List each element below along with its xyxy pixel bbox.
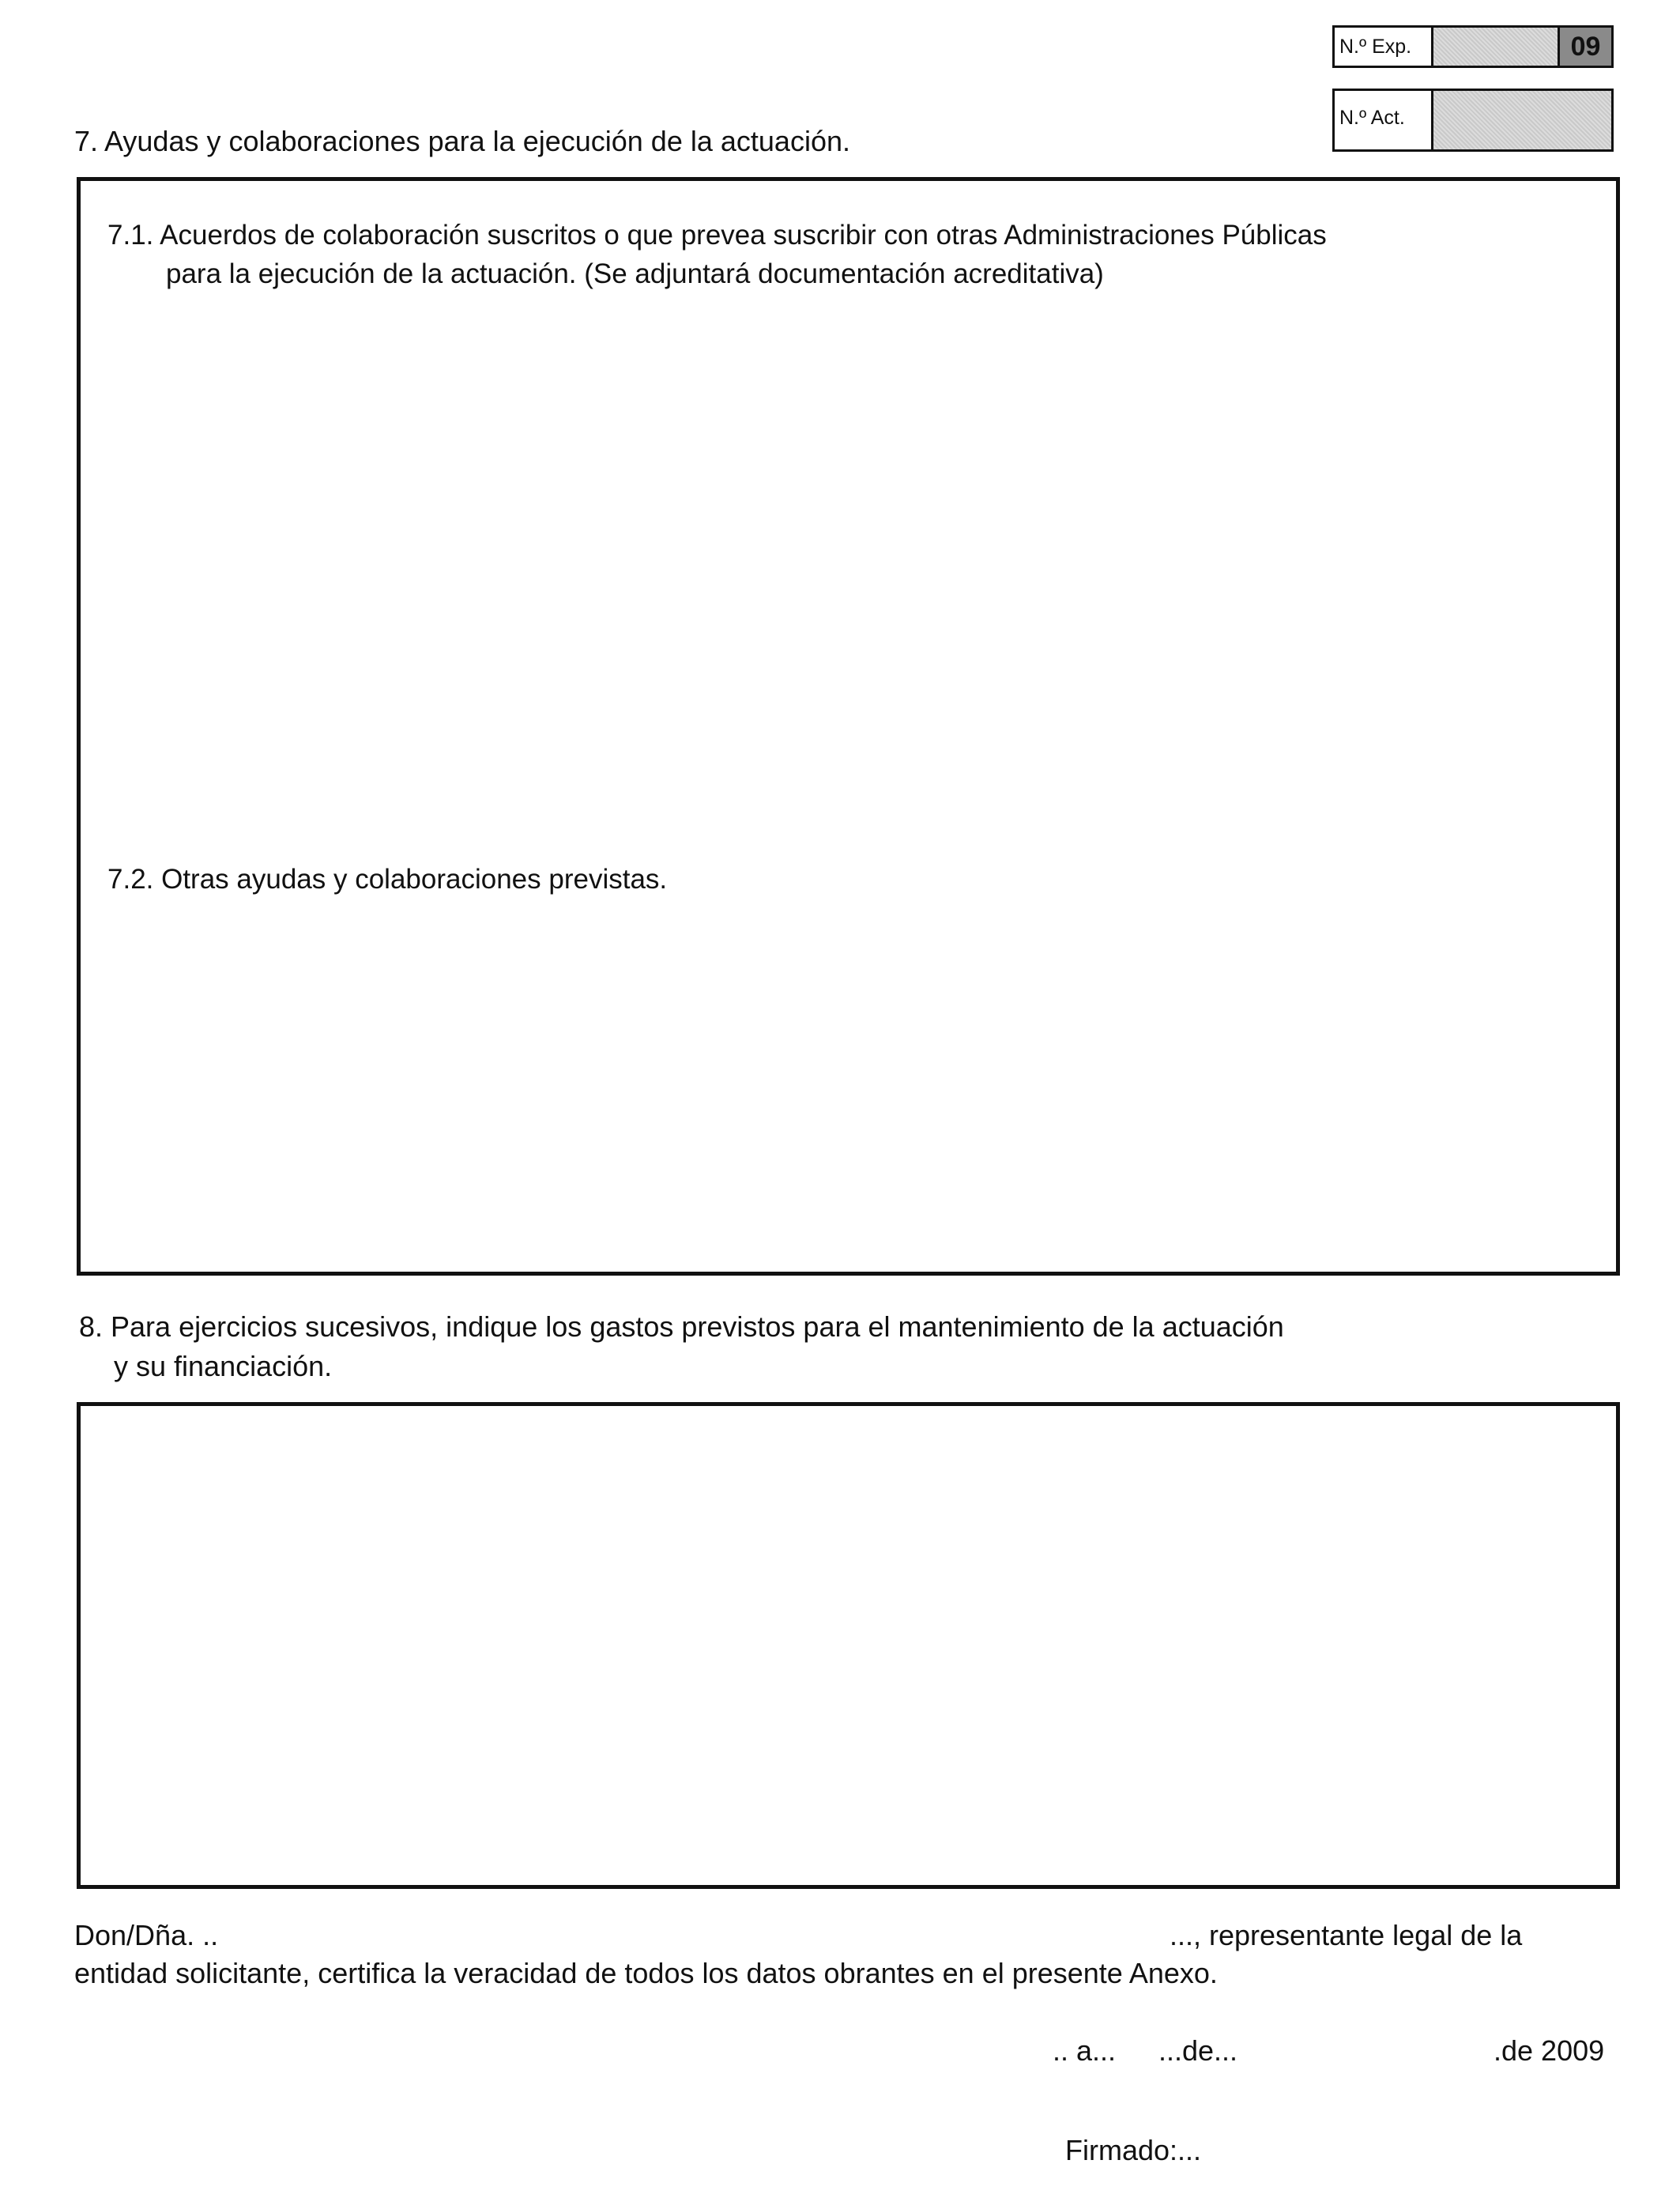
item-7-1-line2: para la ejecución de la actuación. (Se adjuntará documentación acreditativa) — [166, 258, 1104, 289]
date-place: .. a... — [1053, 2034, 1117, 2067]
item-7-1-line1: 7.1. Acuerdos de colaboración suscritos o que prevea suscribir con otras Administraciones Públicas — [107, 220, 1327, 251]
expediente-code: 09 — [1558, 28, 1611, 66]
actuacion-number-box — [1332, 89, 1614, 152]
date-year: .de 2009 — [1494, 2034, 1605, 2067]
date-day: ...de... — [1158, 2034, 1238, 2067]
expediente-number-field[interactable] — [1433, 28, 1558, 66]
declaration-don-prefix: Don/Dña. .. — [74, 1919, 219, 1951]
signature-label: Firmado:... — [1065, 2134, 1202, 2166]
declaration-representative-suffix: ..., representante legal de la — [1170, 1919, 1523, 1951]
section-8-box[interactable] — [77, 1402, 1620, 1889]
section-8-title-line2: y su financiación. — [114, 1350, 333, 1382]
section-8-title-line1: 8. Para ejercicios sucesivos, indique los gastos previstos para el mantenimiento de la actuación — [79, 1310, 1284, 1343]
item-7-2-label: 7.2. Otras ayudas y colaboraciones previstas. — [107, 864, 668, 895]
actuacion-number-label: N.º Act. — [1335, 91, 1433, 149]
declaration-name-field[interactable] — [237, 1922, 1162, 1954]
actuacion-number-field[interactable] — [1433, 91, 1611, 149]
expediente-number-box — [1332, 25, 1614, 68]
expediente-number-label: N.º Exp. — [1335, 28, 1433, 66]
declaration-line2: entidad solicitante, certifica la veracidad de todos los datos obrantes en el presente Anexo. — [74, 1957, 1218, 1989]
section-7-box[interactable] — [77, 177, 1620, 1276]
section-7-title: 7. Ayudas y colaboraciones para la ejecución de la actuación. — [74, 125, 850, 157]
